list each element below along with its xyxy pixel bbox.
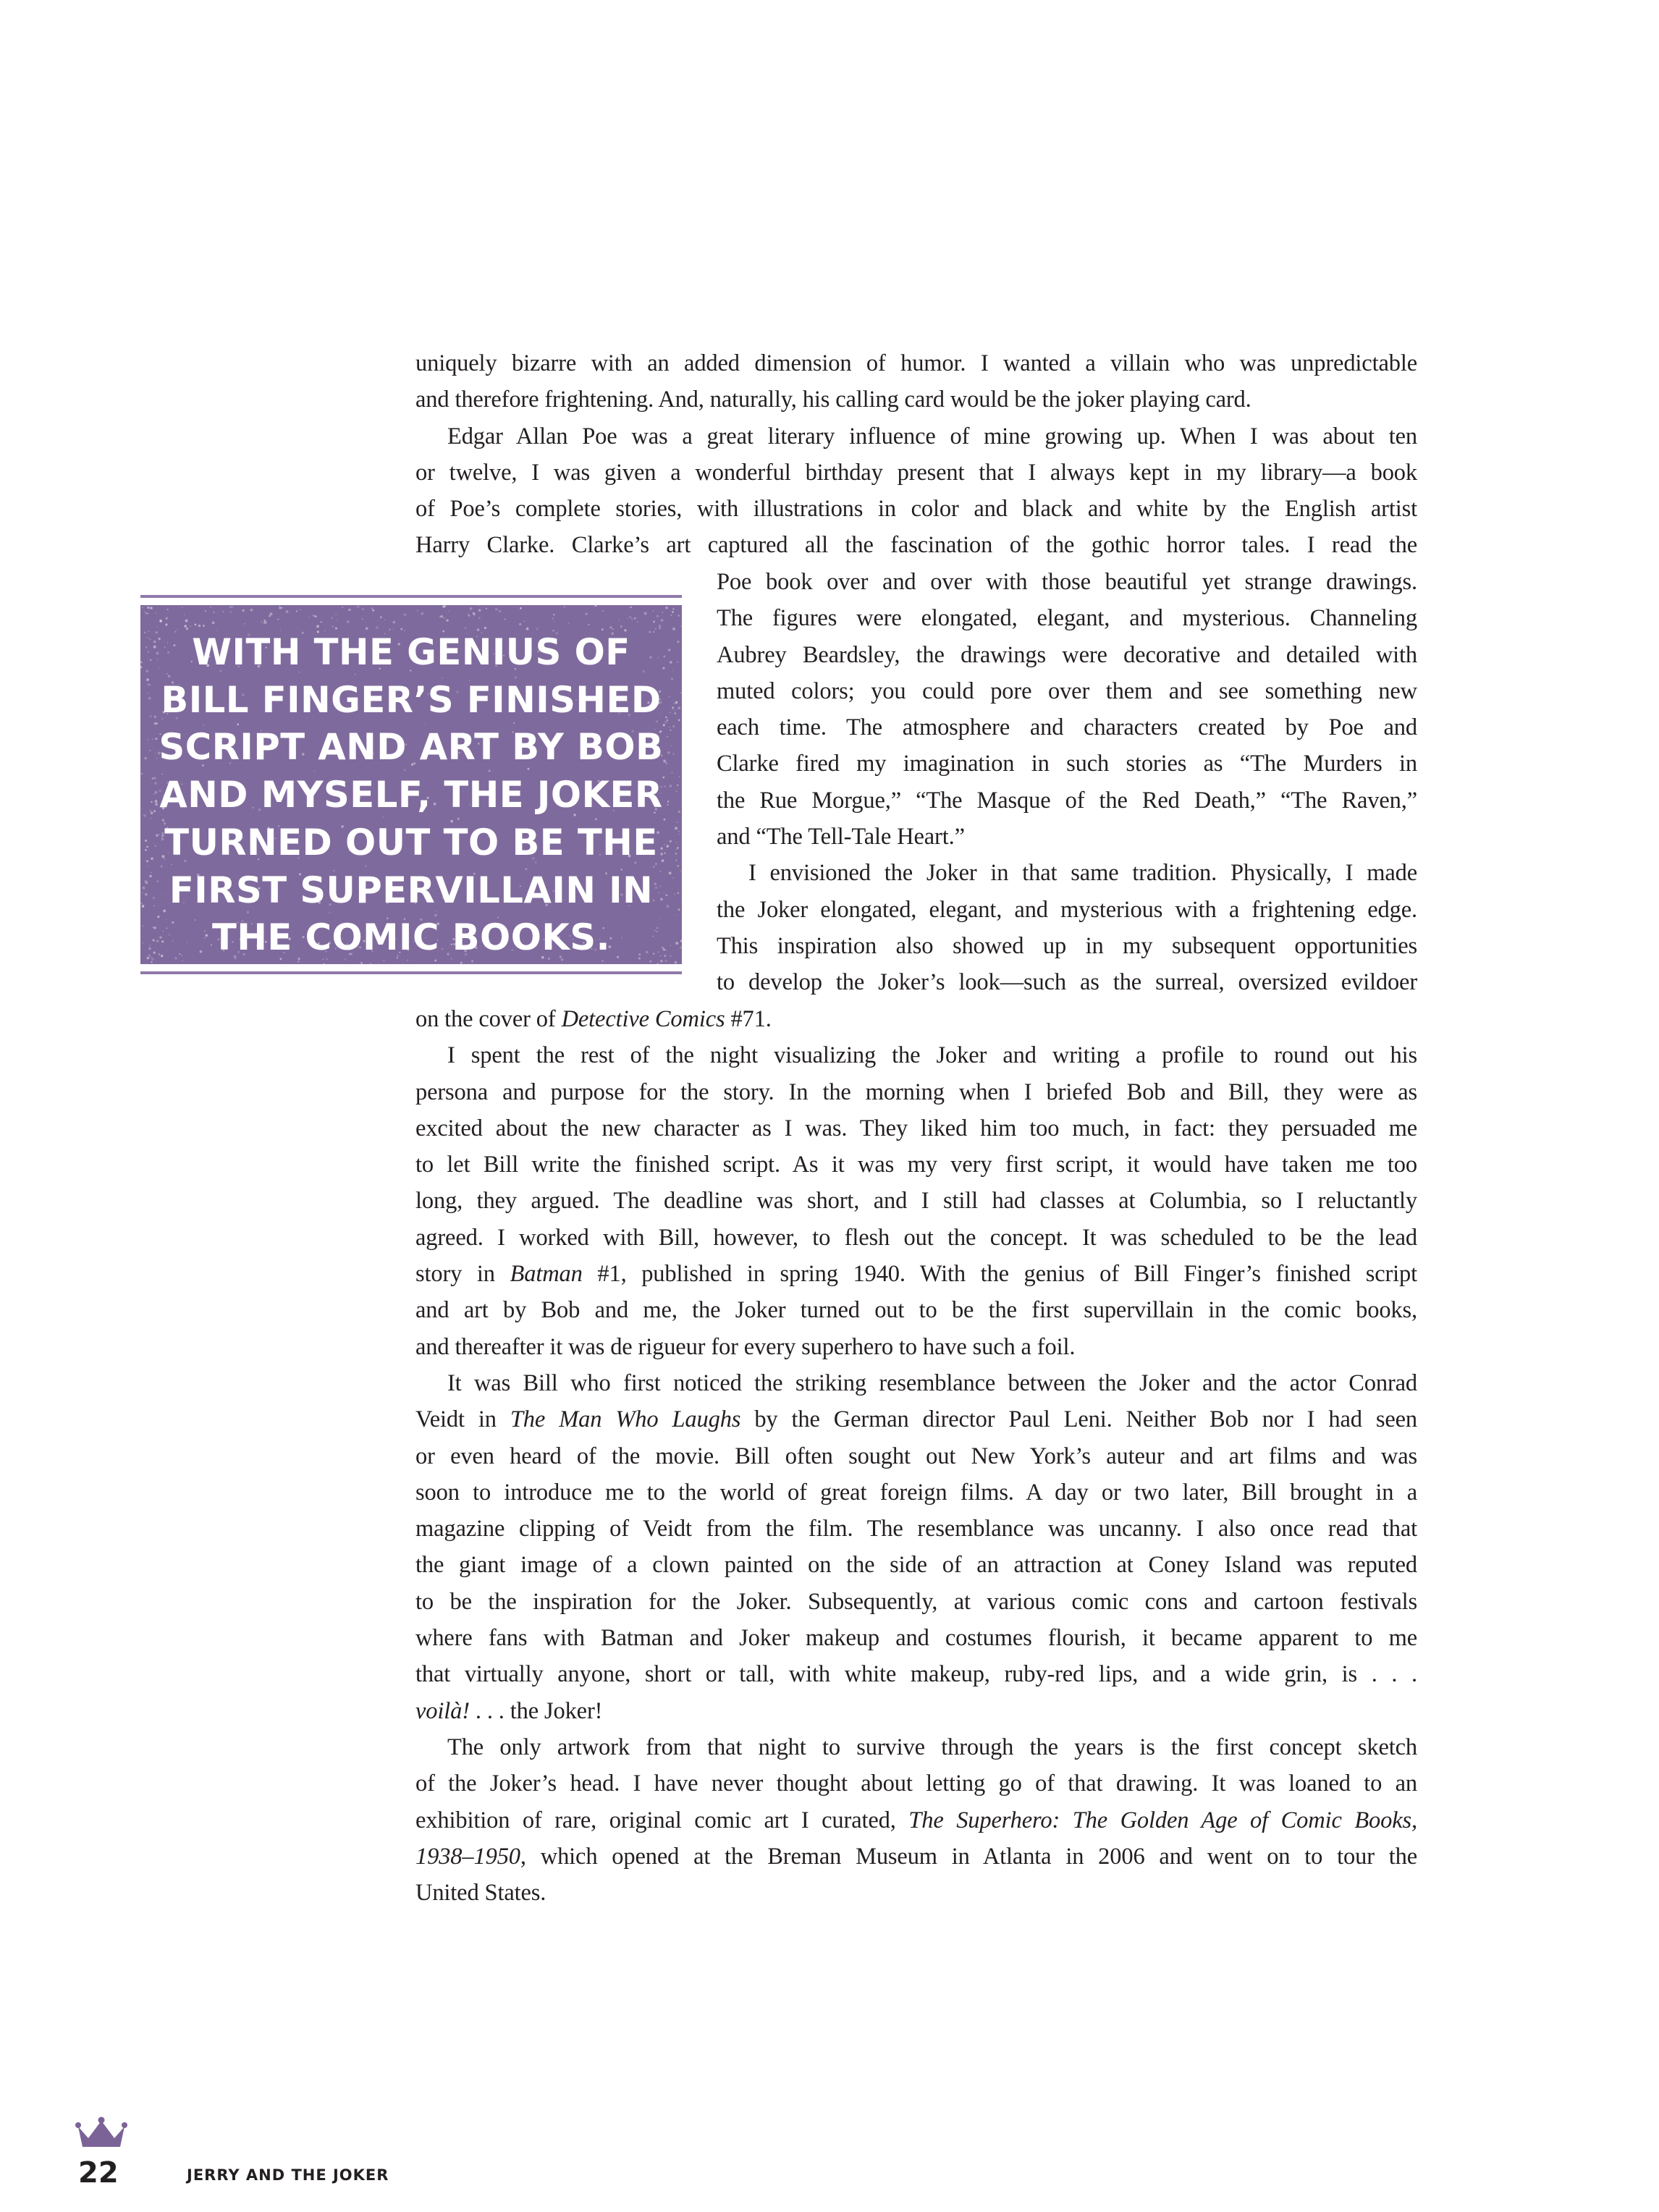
- text-line: and therefore frightening. And, naturally, his calling card would be the joker playing card.: [415, 387, 1251, 413]
- text-line: This inspiration also showed up in my subsequent opportunities: [717, 932, 1417, 959]
- italic-title: Detective Comics: [561, 1006, 725, 1032]
- text-segment: story in: [415, 1261, 510, 1288]
- pull-quote-bottom-rule: [140, 971, 682, 974]
- text-line: to develop the Joker’s look—such as the surreal, oversized evildoer: [717, 969, 1417, 996]
- text-line: [415, 1401, 1417, 1438]
- text-line: It was Bill who first noticed the striking resemblance between the Joker and the actor Conrad: [447, 1369, 1417, 1396]
- text-line: magazine clipping of Veidt from the film. The resemblance was uncanny. I also once read that: [415, 1516, 1417, 1542]
- text-line: and art by Bob and me, the Joker turned out to be the first supervillain in the comic books,: [415, 1297, 1417, 1324]
- text-line: agreed. I worked with Bill, however, to flesh out the concept. It was scheduled to be the lead: [415, 1224, 1417, 1251]
- text-line: that virtually anyone, short or tall, with white makeup, ruby-red lips, and a wide grin, is . . .: [415, 1661, 1417, 1688]
- text-segment: exhibition of rare, original comic art I curated,: [415, 1807, 909, 1833]
- text-line: of the Joker’s head. I have never thought about letting go of that drawing. It was loaned to an: [415, 1770, 1417, 1797]
- pull-quote-top-rule: [140, 595, 682, 598]
- running-title: JERRY AND THE JOKER: [187, 2166, 389, 2184]
- text-segment: on the cover of: [415, 1006, 562, 1032]
- text-line: the giant image of a clown painted on the side of an attraction at Coney Island was reputed: [415, 1552, 1417, 1579]
- text-line: each time. The atmosphere and characters created by Poe and: [717, 714, 1417, 741]
- text-line: The figures were elongated, elegant, and mysterious. Channeling: [717, 605, 1417, 632]
- text-line: Edgar Allan Poe was a great literary influence of mine growing up. When I was about ten: [447, 423, 1417, 449]
- text-line: the Joker elongated, elegant, and mysterious with a frightening edge.: [717, 896, 1417, 923]
- body-text-top: [415, 345, 1417, 564]
- pull-quote-line: FIRST SUPERVILLAIN IN: [169, 869, 654, 911]
- italic-title: voilà!: [415, 1697, 470, 1724]
- text-line: or even heard of the movie. Bill often sought out New York’s auteur and art films and was: [415, 1443, 1417, 1469]
- text-line: Poe book over and over with those beautiful yet strange drawings.: [717, 569, 1417, 595]
- text-line: the Rue Morgue,” “The Masque of the Red Death,” “The Raven,”: [717, 787, 1417, 814]
- text-line: where fans with Batman and Joker makeup and costumes flourish, it became apparent to me: [415, 1625, 1417, 1652]
- text-line: muted colors; you could pore over them and see something new: [717, 677, 1417, 704]
- text-line: soon to introduce me to the world of great foreign films. A day or two later, Bill brought in a: [415, 1479, 1417, 1506]
- text-segment: #71.: [725, 1006, 772, 1032]
- pull-quote-line: TURNED OUT TO BE THE: [164, 821, 658, 864]
- text-line: I spent the rest of the night visualizing the Joker and writing a profile to round out his: [447, 1042, 1417, 1069]
- body-text-bottom: [415, 1001, 1417, 1911]
- text-segment: #1, published in spring 1940. With the genius of Bill Finger’s finished script: [582, 1261, 1418, 1288]
- text-line: and thereafter it was de rigueur for every superhero to have such a foil.: [415, 1333, 1076, 1360]
- italic-title: 1938–1950: [415, 1843, 520, 1870]
- body-text-wrap: [717, 564, 1417, 1001]
- text-line: long, they argued. The deadline was short, and I still had classes at Columbia, so I reluctantly: [415, 1188, 1417, 1215]
- text-line: and “The Tell-Tale Heart.”: [717, 824, 965, 850]
- text-line: persona and purpose for the story. In the morning when I briefed Bob and Bill, they were as: [415, 1078, 1417, 1105]
- pull-quote-line: BILL FINGER’S FINISHED: [161, 678, 662, 721]
- pull-quote-line: AND MYSELF, THE JOKER: [159, 774, 663, 816]
- text-line: Aubrey Beardsley, the drawings were decorative and detailed with: [717, 641, 1417, 668]
- text-line: [415, 1001, 1417, 1037]
- italic-title: The Man Who Laughs: [510, 1406, 741, 1433]
- pull-quote-line: THE COMIC BOOKS.: [212, 916, 610, 959]
- text-line: [415, 1693, 1417, 1729]
- pull-quote: [140, 595, 682, 974]
- text-line: Clarke fired my imagination in such stories as “The Murders in: [717, 751, 1417, 777]
- text-segment: , which opened at the Breman Museum in Atlanta in 2006 and went on to tour the: [520, 1843, 1417, 1870]
- text-segment: . . . the Joker!: [469, 1697, 603, 1724]
- text-line: or twelve, I was given a wonderful birthday present that I always kept in my library—a book: [415, 459, 1417, 486]
- text-line: to be the inspiration for the Joker. Subsequently, at various comic cons and cartoon festivals: [415, 1588, 1417, 1615]
- text-line: [415, 1256, 1417, 1292]
- text-line: excited about the new character as I was. They liked him too much, in fact: they persuaded me: [415, 1115, 1417, 1141]
- text-line: to let Bill write the finished script. As it was my very first script, it would have taken me too: [415, 1152, 1417, 1178]
- text-line: [415, 1802, 1417, 1839]
- text-segment: Veidt in: [415, 1406, 510, 1433]
- text-line: The only artwork from that night to survive through the years is the first concept sketch: [447, 1734, 1417, 1760]
- page-number: 22: [78, 2156, 119, 2190]
- crown-icon: [75, 2116, 127, 2151]
- text-line: Harry Clarke. Clarke’s art captured all the fascination of the gothic horror tales. I read the: [415, 532, 1417, 559]
- italic-title: Batman: [510, 1261, 583, 1288]
- pull-quote-panel: [140, 605, 682, 964]
- text-line: I envisioned the Joker in that same tradition. Physically, I made: [748, 860, 1417, 887]
- pull-quote-text: [140, 629, 682, 962]
- italic-title: The Superhero: The Golden Age of Comic Books,: [908, 1807, 1417, 1833]
- text-line: [415, 1839, 1417, 1875]
- pull-quote-line: WITH THE GENIUS OF: [192, 631, 630, 673]
- text-line: United States.: [415, 1880, 546, 1907]
- text-line: of Poe’s complete stories, with illustrations in color and black and white by the English artist: [415, 496, 1417, 523]
- text-line: uniquely bizarre with an added dimension of humor. I wanted a villain who was unpredictable: [415, 350, 1417, 376]
- pull-quote-line: SCRIPT AND ART BY BOB: [159, 726, 664, 769]
- text-segment: by the German director Paul Leni. Neither Bob nor I had seen: [740, 1406, 1417, 1433]
